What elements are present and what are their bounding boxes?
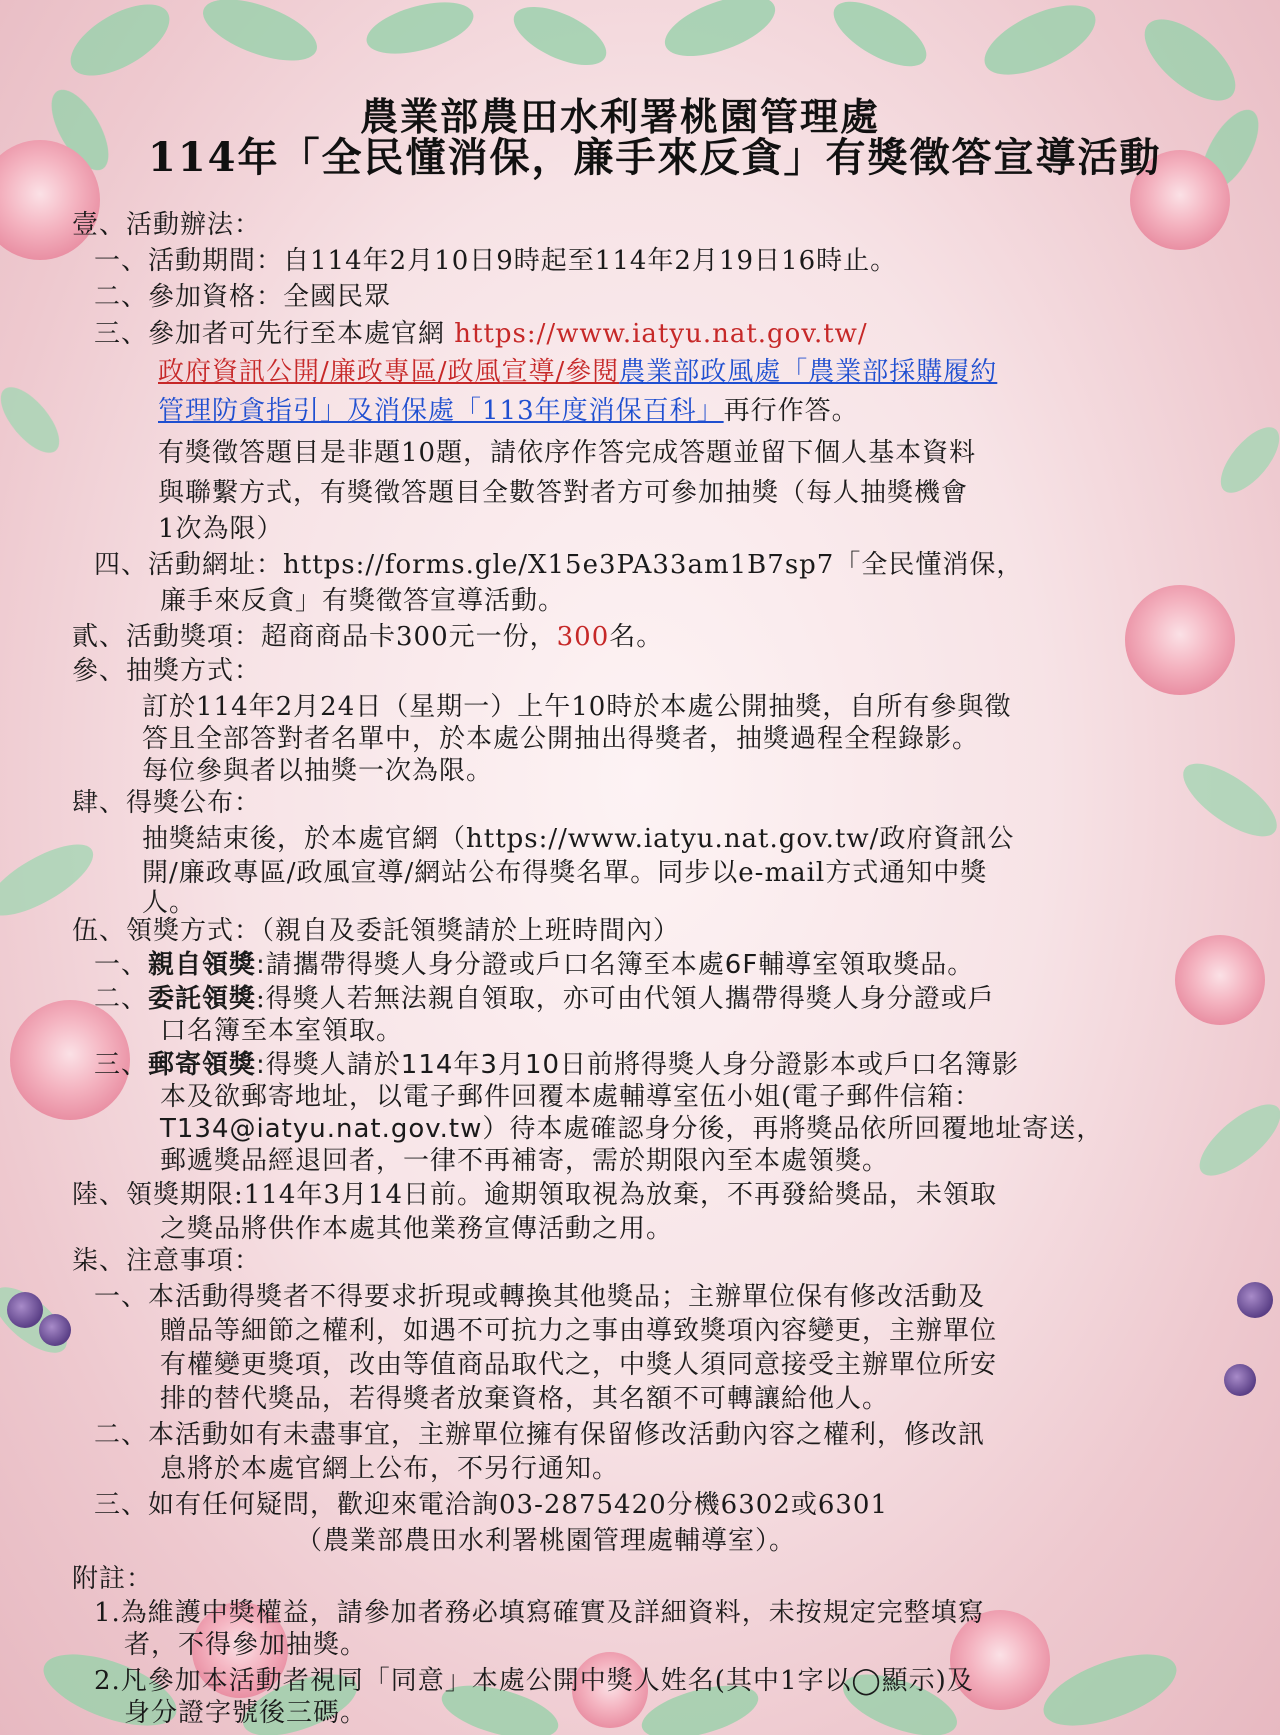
section-7-note-2-line-2: 息將於本處官網上公布，不另行通知。 <box>160 1454 620 1484</box>
method-3-num: 三、 <box>94 1050 149 1080</box>
section-1-item-2: 二、參加資格：全國民眾 <box>94 282 392 312</box>
section-3-line-1: 訂於114年2月24日（星期一）上午10時於本處公開抽獎，自所有參與徵 <box>142 692 1012 722</box>
section-7-note-1-line-2: 贈品等細節之權利，如遇不可抗力之事由導致獎項內容變更，主辦單位 <box>160 1316 998 1346</box>
note-2-line-2: 身分證字號後三碼。 <box>124 1698 368 1728</box>
section-1-heading: 壹、活動辦法： <box>72 210 262 240</box>
section-7-note-3-line-1: 三、如有任何疑問，歡迎來電洽詢03-2875420分機6302或6301 <box>94 1490 888 1520</box>
section-4-line-2: 開/廉政專區/政風宣導/網站公布得獎名單。同步以e-mail方式通知中獎 <box>142 858 988 888</box>
section-5-method-3 <box>94 1048 1019 1082</box>
section-1-note-3: 1次為限） <box>158 514 284 544</box>
section-4-line-1: 抽獎結束後，於本處官網（https://www.iatyu.nat.gov.tw/政府資訊公 <box>142 824 1015 854</box>
section-7-note-1-line-3: 有權變更獎項，改由等值商品取代之，中獎人須同意接受主辦單位所安 <box>160 1350 998 1380</box>
section-5-method-2 <box>94 982 995 1016</box>
section-1-note-2: 與聯繫方式，有獎徵答題目全數答對者方可參加抽獎（每人抽獎機會 <box>158 478 969 508</box>
section-5-method-3-line-3: T134@iatyu.nat.gov.tw）待本處確認身分後，再將獎品依所回覆地址寄送， <box>160 1114 1104 1144</box>
item-3-prefix: 三、參加者可先行至本處官網 <box>94 319 455 349</box>
website-link[interactable]: https://www.iatyu.nat.gov.tw/ <box>454 319 868 349</box>
note-1-line-2: 者，不得參加抽獎。 <box>124 1630 368 1660</box>
section-5-method-1 <box>94 948 974 982</box>
section-7-note-1-line-4: 排的替代獎品，若得獎者放棄資格，其名額不可轉讓給他人。 <box>160 1384 890 1414</box>
prize-text: 貳、活動獎項：超商商品卡300元一份， <box>72 622 557 652</box>
notes-heading: 附註： <box>72 1564 154 1594</box>
section-5-heading: 伍、領獎方式：（親自及委託領獎請於上班時間內） <box>72 916 681 946</box>
method-3-text: :得獎人請於114年3月10日前將得獎人身分證影本或戶口名簿影 <box>256 1050 1020 1080</box>
note-2-line-1: 2.凡參加本活動者視同「同意」本處公開中獎人姓名(其中1字以◯顯示)及 <box>94 1666 974 1696</box>
method-2-text: :得獎人若無法親自領取，亦可由代領人攜帶得獎人身分證或戶 <box>256 984 995 1014</box>
section-7-note-3-line-2: （農業部農田水利署桃園管理處輔導室）。 <box>296 1526 797 1556</box>
section-6-line-2: 之獎品將供作本處其他業務宣傳活動之用。 <box>160 1214 674 1244</box>
page-title: 農業部農田水利署桃園管理處 <box>360 94 881 139</box>
section-7-note-1-line-1: 一、本活動得獎者不得要求折現或轉換其他獎品；主辦單位保有修改活動及 <box>94 1282 986 1312</box>
section-4-heading: 肆、得獎公布： <box>72 788 262 818</box>
prize-count: 300 <box>556 622 610 652</box>
section-5-method-2-cont: 口名簿至本室領取。 <box>160 1016 404 1046</box>
section-7-heading: 柒、注意事項： <box>72 1246 262 1276</box>
section-3-heading: 參、抽獎方式： <box>72 656 262 686</box>
method-2-num: 二、 <box>94 984 149 1014</box>
section-1-item-4-cont: 廉手來反貪」有獎徵答宣導活動。 <box>160 586 566 616</box>
section-1-note-1: 有獎徵答題目是非題10題，請依序作答完成答題並留下個人基本資料 <box>158 438 977 468</box>
reference-link-2[interactable]: 管理防貪指引」及消保處「113年度消保百科」 <box>158 396 724 426</box>
note-1-line-1: 1.為維護中獎權益，請參加者務必填寫確實及詳細資料，未按規定完整填寫 <box>94 1598 985 1628</box>
section-5-method-3-line-4: 郵遞獎品經退回者，一律不再補寄，需於期限內至本處領獎。 <box>160 1146 890 1176</box>
method-2-label: 委託領獎 <box>148 984 257 1014</box>
section-2-prizes <box>72 620 663 654</box>
method-1-label: 親自領獎 <box>148 950 257 980</box>
section-5-method-3-line-2: 本及欲郵寄地址，以電子郵件回覆本處輔導室伍小姐(電子郵件信箱： <box>160 1082 982 1112</box>
page-subtitle: 114年「全民懂消保，廉手來反貪」有獎徵答宣導活動 <box>148 134 1162 181</box>
section-3-line-2: 答且全部答對者名單中，於本處公開抽出得獎者，抽獎過程全程錄影。 <box>142 724 980 754</box>
section-6-line-1: 陸、領獎期限:114年3月14日前。逾期領取視為放棄，不再發給獎品，未領取 <box>72 1180 998 1210</box>
prize-suffix: 名。 <box>609 622 664 652</box>
reference-link-1[interactable]: 農業部政風處「農業部採購履約 <box>619 357 998 387</box>
method-3-label: 郵寄領獎 <box>148 1050 257 1080</box>
section-4-line-3: 人。 <box>142 888 197 918</box>
section-3-line-3: 每位參與者以抽獎一次為限。 <box>142 756 494 786</box>
website-path-link[interactable]: 政府資訊公開/廉政專區/政風宣導/參閱 <box>158 357 620 387</box>
section-1-item-4: 四、活動網址：https://forms.gle/X15e3PA33am1B7sp7「全民懂消保， <box>94 550 1024 580</box>
section-1-item-1: 一、活動期間：自114年2月10日9時起至114年2月19日16時止。 <box>94 246 898 276</box>
section-7-note-2-line-1: 二、本活動如有未盡事宜，主辦單位擁有保留修改活動內容之權利，修改訊 <box>94 1420 986 1450</box>
method-1-num: 一、 <box>94 950 149 980</box>
method-1-text: :請攜帶得獎人身分證或戶口名簿至本處6F輔導室領取獎品。 <box>256 950 975 980</box>
item-3-suffix: 再行作答。 <box>723 396 859 426</box>
section-1-item-3-path <box>158 355 997 389</box>
section-1-item-3-ref <box>158 394 859 428</box>
section-1-item-3 <box>94 317 868 351</box>
